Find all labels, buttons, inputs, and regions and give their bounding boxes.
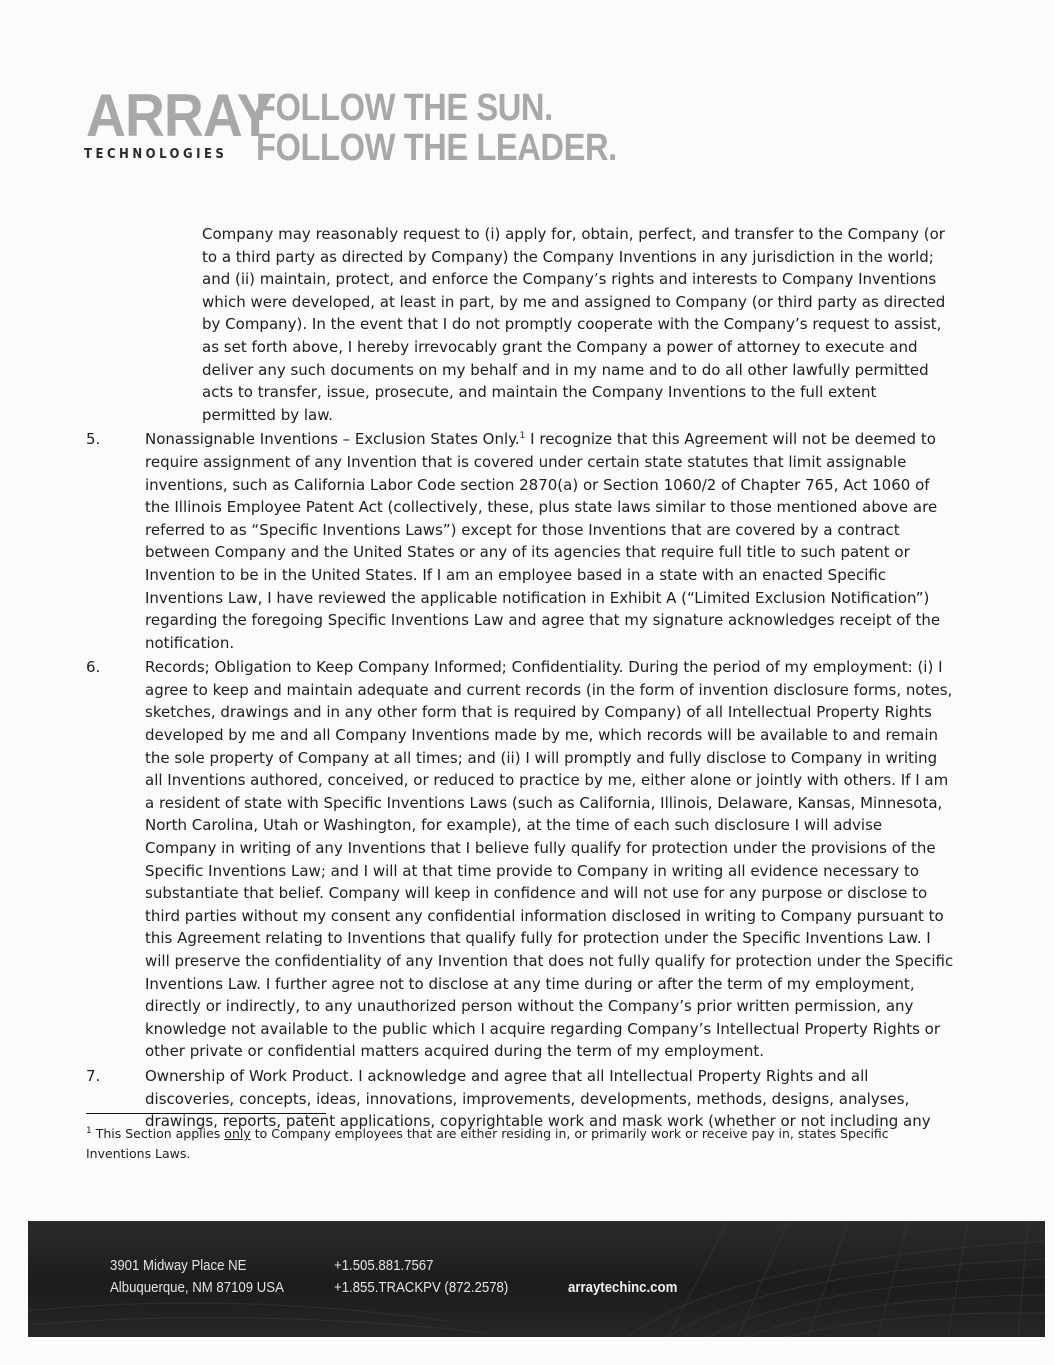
array-logo: ARRAY bbox=[86, 82, 273, 149]
section-heading: Records; Obligation to Keep Company Informed; Confidentiality. bbox=[145, 658, 624, 677]
footnote-number: 1 bbox=[86, 1125, 92, 1136]
address-line-1: 3901 Midway Place NE bbox=[110, 1257, 247, 1274]
footnote-divider bbox=[86, 1113, 326, 1114]
section-text: I acknowledge and agree that all Intellectual Property Rights and all discoveries, concepts, ideas, innovations, improvements, developments, methods, designs, analyses, drawings, reports, patent applications, copyrightable work and mask work (whether or not including any bbox=[145, 1066, 931, 1131]
footnote bbox=[86, 1124, 946, 1164]
phone-1: +1.505.881.7567 bbox=[334, 1257, 434, 1274]
section-number: 6. bbox=[86, 658, 101, 677]
phone-2: +1.855.TRACKPV (872.2578) bbox=[334, 1279, 509, 1296]
tagline-line-2: FOLLOW THE LEADER. bbox=[256, 127, 617, 169]
section-6 bbox=[86, 656, 955, 1063]
address-line-2: Albuquerque, NM 87109 USA bbox=[110, 1279, 284, 1296]
footnote-reference: 1 bbox=[519, 431, 526, 442]
footnote-text-before: This Section applies bbox=[91, 1126, 225, 1141]
footer-bar bbox=[28, 1221, 1045, 1337]
tagline bbox=[256, 88, 617, 168]
website-link[interactable]: arraytechinc.com bbox=[568, 1279, 678, 1296]
footnote-emphasis: only bbox=[224, 1126, 251, 1141]
footnote-text-after: to Company employees that are either residing in, or primarily work or receive pay in, states Specific Inventions Laws. bbox=[86, 1126, 889, 1161]
tagline-line-1: FOLLOW THE SUN. bbox=[256, 87, 553, 129]
footer-phones bbox=[334, 1255, 508, 1299]
section-number: 7. bbox=[86, 1066, 101, 1085]
section-5 bbox=[86, 428, 955, 654]
section-number: 5. bbox=[86, 430, 101, 449]
section-text: I recognize that this Agreement will not be deemed to require assignment of any Invention that is covered under certain state statutes that limit assignable inventions, such as California Labor Code section 2870(a) or Section 1060/2 of Chapter 765, Act 1060 of the Illinois Employee Patent Act (collectively, these, plus state laws similar to those mentioned above are referred to as “Specific Inventions Laws”) except for those Inventions that are covered by a contract between Company and the United States or any of its agencies that require full title to such patent or Invention to be in the United States. If I am an employee based in a state with an enacted Specific Inventions Law, I have reviewed the applicable notification in Exhibit A (“Limited Exclusion Notification”) regarding the foregoing Specific Inventions Law and agree that my signature acknowledges receipt of the notification. bbox=[145, 430, 941, 652]
agreement-body bbox=[86, 223, 966, 1133]
logo-subtitle: TECHNOLOGIES bbox=[84, 147, 228, 162]
section-heading: Ownership of Work Product. bbox=[145, 1066, 354, 1085]
section-text: During the period of my employment: (i) I agree to keep and maintain adequate and current records (in the form of invention disclosure forms, notes, sketches, drawings and in any other form that is required by Company) of all Intellectual Property Rights developed by me and all Company Inventions made by me, which records will be available to and remain the sole property of Company at all times; and (ii) I will promptly and fully disclose to Company in writing all Inventions authored, conceived, or reduced to practice by me, either alone or jointly with others. If I am a resident of state with Specific Inventions Laws (such as California, Illinois, Delaware, Kansas, Minnesota, North Carolina, Utah or Washington, for example), at the time of each such disclosure I will advise Company in writing of any Inventions that I believe fully qualify for protection under the provisions of the Specific Inventions Law; and I will at that time provide to Company in writing all evidence necessary to substantiate that belief. Company will keep in confidence and will not use for any purpose or disclose to third parties without my consent any confidential information disclosed in writing to Company pursuant to this Agreement relating to Inventions that qualify fully for protection under the Specific Inventions Law. I will preserve the confidentiality of any Invention that does not fully qualify for protection under the Specific Inventions Law. I further agree not to disclose at any time during or after the term of my employment, directly or indirectly, to any unauthorized person without the Company’s prior written permission, any knowledge not available to the public which I acquire regarding Company’s Intellectual Property Rights or other private or confidential matters acquired during the term of my employment. bbox=[145, 658, 954, 1061]
section-7 bbox=[86, 1065, 955, 1133]
footer-address bbox=[110, 1255, 284, 1299]
continuation-paragraph: Company may reasonably request to (i) apply for, obtain, perfect, and transfer to the Company (or to a third party as directed by Company) the Company Inventions in any jurisdiction in the world; and (ii) maintain, protect, and enforce the Company’s rights and interests to Company Inventions which were developed, at least in part, by me and assigned to Company (or third party as directed by Company). In the event that I do not promptly cooperate with the Company’s request to assist, as set forth above, I hereby irrevocably grant the Company a power of attorney to execute and deliver any such documents on my behalf and in my name and to do all other lawfully permitted acts to transfer, issue, prosecute, and maintain the Company Inventions to the full extent permitted by law. bbox=[202, 225, 946, 424]
section-heading: Nonassignable Inventions – Exclusion States Only. bbox=[145, 430, 520, 449]
